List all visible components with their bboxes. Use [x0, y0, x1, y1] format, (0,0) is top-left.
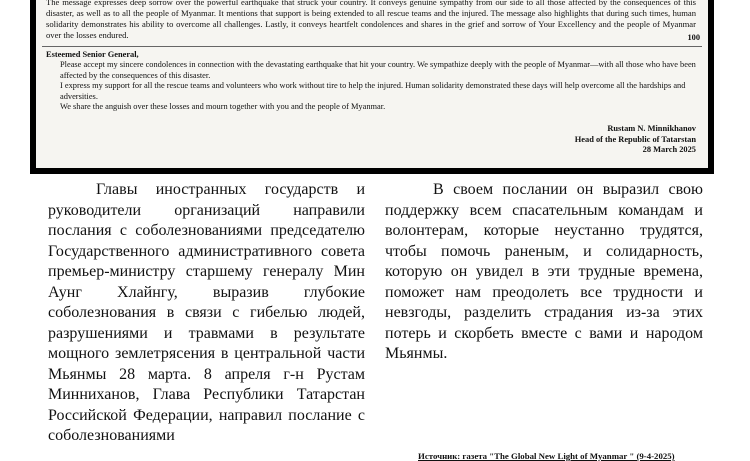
article-right-column [385, 180, 703, 365]
clipping-inner [36, 0, 708, 168]
letter-signature [575, 124, 696, 156]
letter-paragraph-1: Please accept my sincere condolences in connection with the devastating earthquake that hit your country. We sympathize deeply with the people of Myanmar—with all those who have been affected by the consequences of this disaster. [60, 60, 696, 80]
letter-salutation: Esteemed Senior General, [46, 50, 139, 59]
signature-name: Rustam N. Minnikhanov [607, 124, 696, 133]
condolence-letter [46, 50, 698, 112]
signature-title: Head of the Republic of Tatarstan [574, 134, 696, 144]
article-left-paragraph: Главы иностранных государств и руководители организаций направили послания с соболезнованиями председателю Государственного административного совета премьер-министру старшему генералу Мин Аунг Хлайнгу, выразив глубокие соболезнования в связи с гибелью людей, разрушениями и травмами в результате мощного землетрясения в центральной части Мьянмы 28 марта. 8 апреля г-н Рустам Минниханов, Глава Республики Татарстан Российской Федерации, направил послание с соболезнованиями [48, 181, 365, 444]
clipping-page-number: 100 [687, 33, 700, 42]
letter-paragraph-2: I express my support for all the rescue teams and volunteers who work without tire to help the injured. Human solidarity demonstrated these days will help overcome all the hardships and adversities. [60, 81, 686, 101]
clipping-summary-text: The message expresses deep sorrow over the powerful earthquake that struck your country. It conveys genuine sympathy from our side to all those affected by the consequences of this disaster, as well as to all the people of Myanmar. It mentions that support is being extended to all rescue teams and the injured. The message also highlights that during such times, human solidarity demonstrates his ability to overcome all challenges. Lastly, it conveys heartfelt condolences and shares in the grief and sorrow of Your Excellency and the people of Myanmar over the losses endured. [46, 0, 696, 40]
clipping-divider [42, 46, 702, 47]
article-left-column [48, 180, 365, 447]
newspaper-clipping [30, 0, 714, 174]
letter-paragraph-3: We share the anguish over these losses and mourn together with you and the people of Myanmar. [60, 102, 386, 112]
article-right-paragraph: В своем послании он выразил свою поддержку всем спасательным командам и волонтерам, которые неустанно трудятся, чтобы помочь раненым, и солидарность, которую он увидел в эти трудные времена, поможет нам преодолеть все трудности и невзгоды, разделить страдания из-за этих потерь и скорбеть вместе с вами и народом Мьянмы. [385, 181, 703, 362]
signature-date: 28 March 2025 [642, 145, 696, 155]
article-source: Источник: газета "The Global New Light of Myanmar " (9-4-2025) [418, 451, 675, 461]
